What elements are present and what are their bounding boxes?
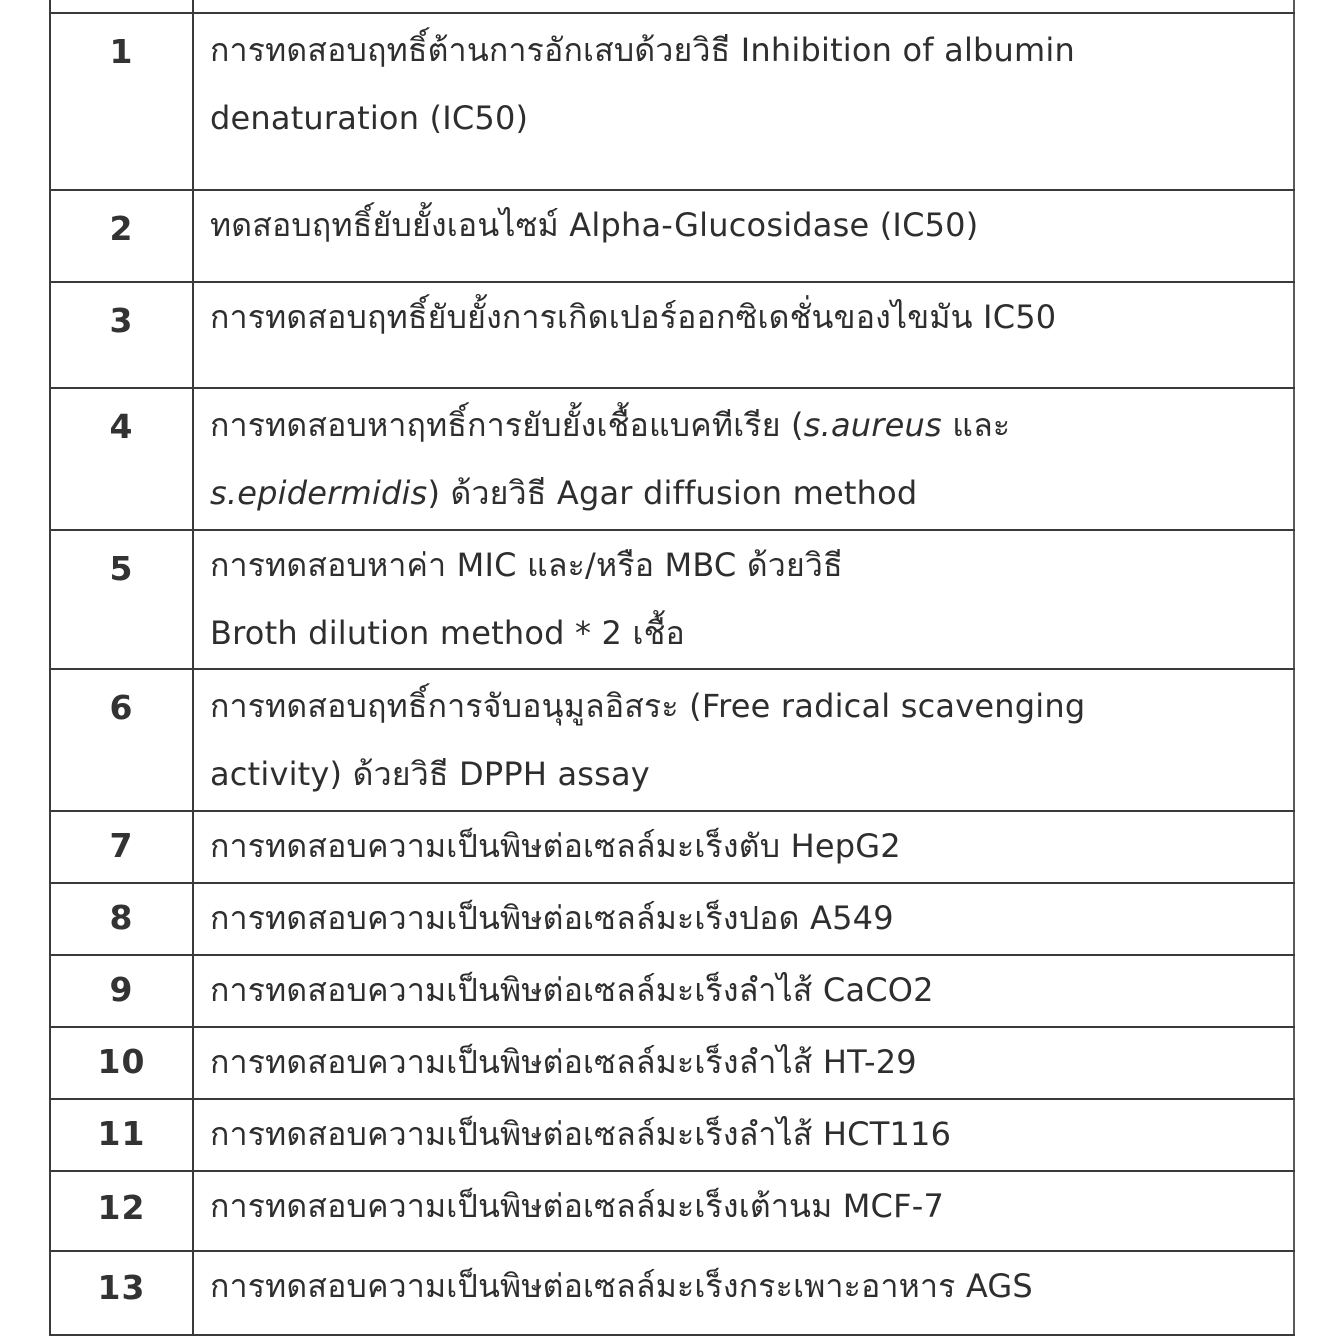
table-row — [50, 190, 1294, 282]
row-number: 12 — [97, 1188, 146, 1227]
row-number-cell — [50, 883, 193, 955]
row-description-line — [210, 459, 1285, 527]
row-description-line: การทดสอบความเป็นพิษต่อเซลล์มะเร็งกระเพาะอาหาร AGS — [210, 1267, 1033, 1305]
row-description-line: ทดสอบฤทธิ์ยับยั้งเอนไซม์ Alpha-Glucosidase (IC50) — [210, 206, 979, 244]
row-number-cell — [50, 1251, 193, 1335]
row-description-cell — [193, 669, 1294, 811]
table-row — [50, 13, 1294, 190]
row-description-line: การทดสอบความเป็นพิษต่อเซลล์มะเร็งลำไส้ HCT116 — [210, 1115, 952, 1153]
table-row — [50, 811, 1294, 883]
row-description-text: และ — [941, 406, 1011, 444]
row-description-line: Broth dilution method * 2 เชื้อ — [210, 614, 685, 652]
row-description-cell — [193, 530, 1294, 669]
table-row — [50, 388, 1294, 530]
row-number: 3 — [109, 301, 134, 340]
row-description-cell — [193, 955, 1294, 1027]
row-description-line — [210, 391, 1285, 459]
row-number: 11 — [97, 1114, 146, 1153]
table-row — [50, 955, 1294, 1027]
row-description-cell — [193, 282, 1294, 388]
header-cell-number — [50, 0, 193, 13]
row-number: 5 — [109, 549, 134, 588]
row-number-cell — [50, 1099, 193, 1171]
table-row — [50, 669, 1294, 811]
table-row — [50, 282, 1294, 388]
row-description-cell — [193, 811, 1294, 883]
row-number: 8 — [109, 898, 134, 937]
bacteria-name-italic: s.aureus — [803, 406, 942, 444]
row-description-cell — [193, 883, 1294, 955]
table-header-row — [50, 0, 1294, 13]
row-description-line: การทดสอบความเป็นพิษต่อเซลล์มะเร็งลำไส้ CaCO2 — [210, 971, 934, 1009]
row-description-line: การทดสอบหาค่า MIC และ/หรือ MBC ด้วยวิธี — [210, 546, 843, 584]
row-description-cell — [193, 1099, 1294, 1171]
row-description-cell — [193, 1171, 1294, 1251]
row-number-cell — [50, 669, 193, 811]
table-row — [50, 1027, 1294, 1099]
table-row — [50, 1171, 1294, 1251]
row-description-text: การทดสอบหาฤทธิ์การยับยั้งเชื้อแบคทีเรีย ( — [210, 406, 804, 444]
row-description-line: การทดสอบฤทธิ์ยับยั้งการเกิดเปอร์ออกซิเดชั่นของไขมัน IC50 — [210, 298, 1057, 336]
row-number-cell — [50, 530, 193, 669]
row-number: 4 — [109, 407, 134, 446]
table-row — [50, 530, 1294, 669]
row-description-line: การทดสอบความเป็นพิษต่อเซลล์มะเร็งตับ HepG2 — [210, 827, 901, 865]
row-description-cell — [193, 13, 1294, 190]
row-description-cell — [193, 1027, 1294, 1099]
row-description-line: การทดสอบความเป็นพิษต่อเซลล์มะเร็งเต้านม MCF-7 — [210, 1187, 945, 1225]
row-number-cell — [50, 13, 193, 190]
row-description-line: denaturation (IC50) — [210, 99, 529, 137]
row-description-line: การทดสอบความเป็นพิษต่อเซลล์มะเร็งปอด A549 — [210, 899, 894, 937]
table-row — [50, 1251, 1294, 1335]
header-cell-description — [193, 0, 1294, 13]
test-list-table-container — [49, 0, 1295, 1336]
row-number: 10 — [97, 1042, 146, 1081]
row-number-cell — [50, 282, 193, 388]
row-number: 1 — [109, 32, 134, 71]
row-number: 9 — [109, 970, 134, 1009]
row-number-cell — [50, 1027, 193, 1099]
row-description-text: ) ด้วยวิธี Agar diffusion method — [427, 474, 918, 512]
row-number: 7 — [109, 826, 134, 865]
row-number-cell — [50, 955, 193, 1027]
row-number-cell — [50, 388, 193, 530]
row-description-line: การทดสอบความเป็นพิษต่อเซลล์มะเร็งลำไส้ HT-29 — [210, 1043, 917, 1081]
row-number: 2 — [109, 209, 134, 248]
row-number-cell — [50, 1171, 193, 1251]
test-list-table — [49, 0, 1295, 1336]
row-description-cell — [193, 1251, 1294, 1335]
row-number-cell — [50, 190, 193, 282]
table-row — [50, 1099, 1294, 1171]
row-number-cell — [50, 811, 193, 883]
row-description-line: activity) ด้วยวิธี DPPH assay — [210, 755, 650, 793]
row-number: 6 — [109, 688, 134, 727]
row-description-line: การทดสอบฤทธิ์การจับอนุมูลอิสระ (Free radical scavenging — [210, 687, 1086, 725]
row-description-cell — [193, 190, 1294, 282]
row-description-line: การทดสอบฤทธิ์ต้านการอักเสบด้วยวิธี Inhibition of albumin — [210, 31, 1075, 69]
row-number: 13 — [97, 1268, 146, 1307]
table-row — [50, 883, 1294, 955]
bacteria-name-italic: s.epidermidis — [210, 474, 428, 512]
row-description-cell — [193, 388, 1294, 530]
